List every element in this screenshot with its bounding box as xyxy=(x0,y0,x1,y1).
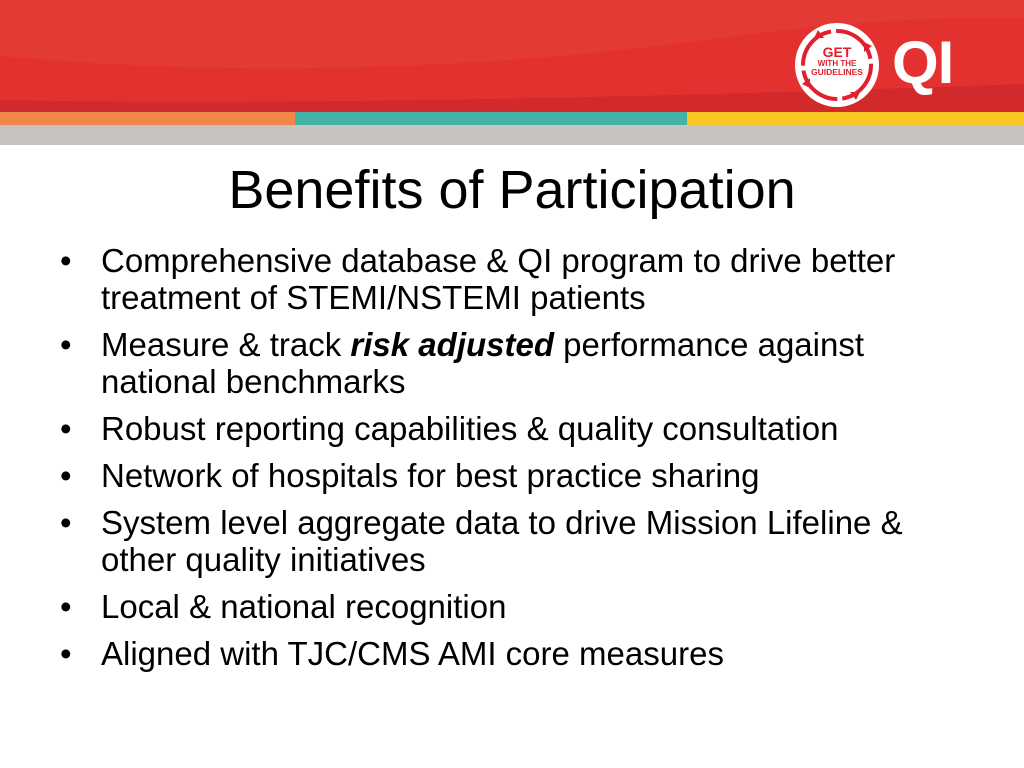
teal-stripe xyxy=(295,112,687,125)
logo-wordmark xyxy=(794,45,880,77)
bullet-text-after: performance against national benchmarks xyxy=(101,326,865,400)
bullet-text: Aligned with TJC/CMS AMI core measures xyxy=(101,635,724,672)
logo-line-get: GET xyxy=(822,44,852,60)
orange-stripe xyxy=(0,112,295,125)
benefits-list xyxy=(58,242,978,682)
gray-stripe xyxy=(0,125,1024,145)
bullet-text: Comprehensive database & QI program to drive better treatment of STEMI/NSTEMI patients xyxy=(101,242,896,316)
bullet-icon: • xyxy=(60,635,72,672)
bullet-item xyxy=(58,504,978,578)
bullet-icon: • xyxy=(60,504,72,541)
qi-logo-mark: QI xyxy=(892,29,954,96)
bullet-item xyxy=(58,457,978,494)
bullet-text: Robust reporting capabilities & quality consultation xyxy=(101,410,839,447)
bullet-text: Network of hospitals for best practice sharing xyxy=(101,457,760,494)
bullet-item xyxy=(58,410,978,447)
bullet-text-emphasis: risk adjusted xyxy=(350,326,554,363)
bullet-item xyxy=(58,635,978,672)
bullet-icon: • xyxy=(60,410,72,447)
bullet-icon: • xyxy=(60,457,72,494)
bullet-icon: • xyxy=(60,242,72,279)
logo-line-with-the: WITH THE xyxy=(817,58,857,68)
bullet-item xyxy=(58,242,978,316)
bullet-icon: • xyxy=(60,588,72,625)
bullet-text: System level aggregate data to drive Mission Lifeline & other quality initiatives xyxy=(101,504,903,578)
bullet-text: Local & national recognition xyxy=(101,588,507,625)
bullet-item xyxy=(58,326,978,400)
get-with-the-guidelines-logo xyxy=(794,22,970,108)
bullet-icon: • xyxy=(60,326,72,363)
bullet-item xyxy=(58,588,978,625)
yellow-stripe xyxy=(687,112,1024,125)
bullet-text-before: Measure & track xyxy=(101,326,351,363)
logo-line-guidelines: GUIDELINES xyxy=(811,67,863,78)
slide-title: Benefits of Participation xyxy=(228,160,796,220)
